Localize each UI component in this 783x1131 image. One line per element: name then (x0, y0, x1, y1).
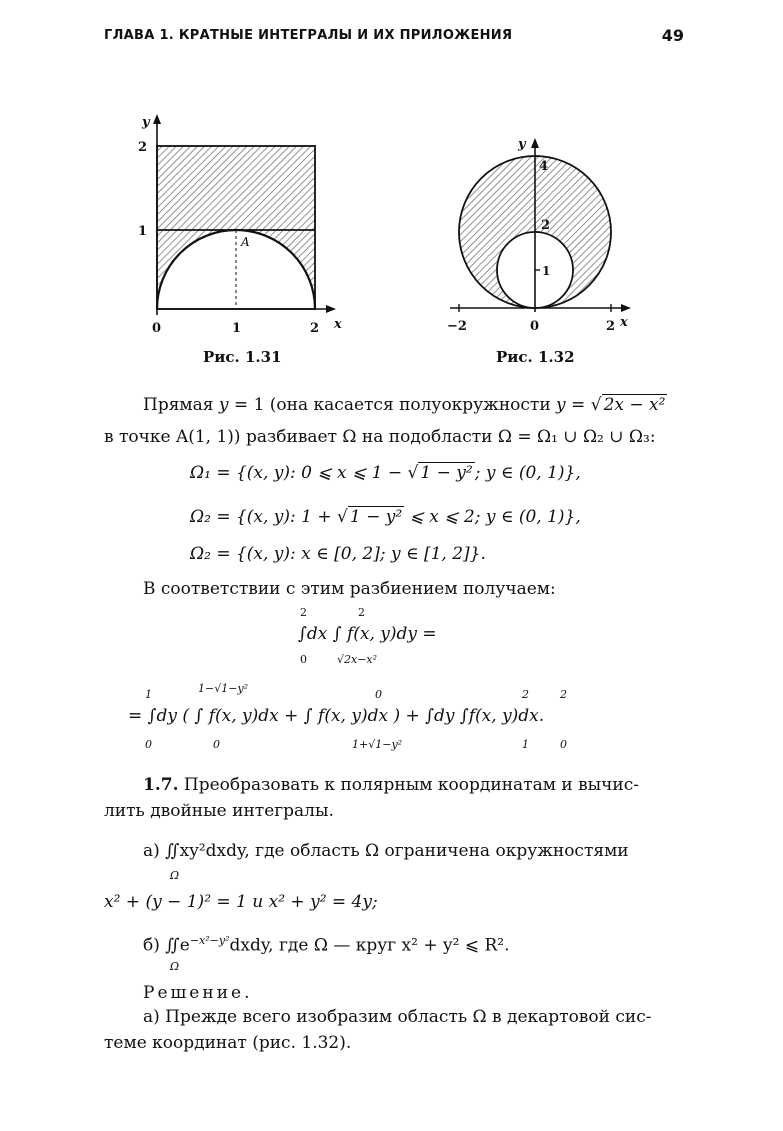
y-tick-1: 1 (138, 224, 148, 239)
y-tick-4: 4 (539, 159, 549, 174)
part-b-line: б) $∬e^{-x^2-y^2}dxdy$, где Ω — круг x² + y² ⩽ R². (143, 934, 510, 956)
y-axis-arrow-icon (153, 114, 161, 124)
int2-body: = ∫dy ( ∫ f(x, y)dx + ∫ f(x, y)dx ) + ∫dy ∫f(x, y)dx. (128, 706, 545, 726)
int2-lim-2-bottom: 0 (213, 738, 220, 751)
int2-lim-3-bottom: 1+√1−y² (352, 738, 403, 751)
solution-line-1: а) Прежде всего изобразим область Ω в декартовой сис- (143, 1007, 652, 1027)
x-tick-0: 0 (152, 321, 162, 336)
y-tick-2: 2 (138, 140, 148, 155)
int1-upper-limit-b: 2 (358, 606, 365, 619)
omega-1-definition: Ω₁ = {(x, y): 0 ⩽ x ⩽ 1 − √ 1 − y² ; y ∈ (0, 1)}, (190, 463, 581, 483)
paragraph-line-2: в точке A(1, 1)) разбивает Ω на подобласти Ω = Ω₁ ∪ Ω₂ ∪ Ω₃: (104, 427, 656, 447)
axis-label-y: y (142, 115, 150, 130)
int2-lim-5-bottom: 0 (560, 738, 567, 751)
solution-heading: Решение. (143, 983, 253, 1003)
x-tick-neg2: −2 (447, 319, 467, 334)
axis-label-y: y (518, 137, 526, 152)
x-tick-1: 1 (232, 321, 242, 336)
y-tick-1: 1 (542, 264, 551, 278)
x-axis-arrow-icon (326, 305, 336, 313)
omega-2-definition: Ω₂ = {(x, y): 1 + √ 1 − y² ⩽ x ⩽ 2; y ∈ (0, 1)}, (190, 507, 581, 527)
int2-lim-5-top: 2 (560, 688, 567, 701)
part-a-domain: Ω (170, 869, 180, 882)
part-a-line-2: x² + (y − 1)² = 1 и x² + y² = 4y; (104, 892, 378, 912)
figure-1-31 (120, 110, 350, 340)
int2-lim-4-bottom: 1 (522, 738, 529, 751)
chapter-title: ГЛАВА 1. КРАТНЫЕ ИНТЕГРАЛЫ И ИХ ПРИЛОЖЕНИЯ (104, 28, 513, 43)
point-label-a: A (241, 235, 250, 249)
int2-lim-4-top: 2 (522, 688, 529, 701)
omega-3-definition: Ω₂ = {(x, y): x ∈ [0, 2]; y ∈ [1, 2]}. (190, 544, 486, 564)
x-axis-arrow-icon (621, 304, 631, 312)
y-tick-2: 2 (541, 218, 551, 233)
int1-lower-limit-b: √2x−x² (337, 653, 378, 666)
int1-body: ∫dx ∫ f(x, y)dy = (298, 624, 437, 644)
x-tick-2: 2 (310, 321, 320, 336)
task-line-1: 1.7. Преобразовать к полярным координатам и вычис- (143, 775, 640, 795)
accordingly-line: В соответствии с этим разбиением получаем: (143, 579, 556, 599)
axis-label-x: x (620, 315, 628, 330)
int2-lim-1-bottom: 0 (145, 738, 152, 751)
caption-1-31: Рис. 1.31 (203, 348, 282, 366)
paragraph-line-1: Прямая y = 1 (она касается полуокружности y = √ 2x − x² (143, 395, 666, 415)
page-number: 49 (661, 26, 684, 45)
caption-1-32: Рис. 1.32 (496, 348, 575, 366)
int1-upper-limit-a: 2 (300, 606, 307, 619)
task-line-2: лить двойные интегралы. (104, 801, 334, 821)
part-b-domain: Ω (170, 960, 180, 973)
y-axis-arrow-icon (531, 138, 539, 148)
int1-lower-limit-a: 0 (300, 653, 307, 666)
int2-lim-1-top: 1 (145, 688, 152, 701)
solution-line-2: теме координат (рис. 1.32). (104, 1033, 352, 1053)
sqrt-expression: 2x − x² (603, 395, 666, 415)
axis-label-x: x (334, 317, 342, 332)
running-header (104, 28, 684, 50)
x-tick-0: 0 (530, 319, 540, 334)
x-tick-2: 2 (606, 319, 616, 334)
figure-1-32 (430, 130, 650, 345)
int2-lim-3-top: 0 (375, 688, 382, 701)
int2-lim-2-top: 1−√1−y² (198, 682, 249, 695)
part-a-line-1: а) ∬xy²dxdy, где область Ω ограничена окружностями (143, 841, 629, 861)
task-number: 1.7. (143, 775, 179, 795)
